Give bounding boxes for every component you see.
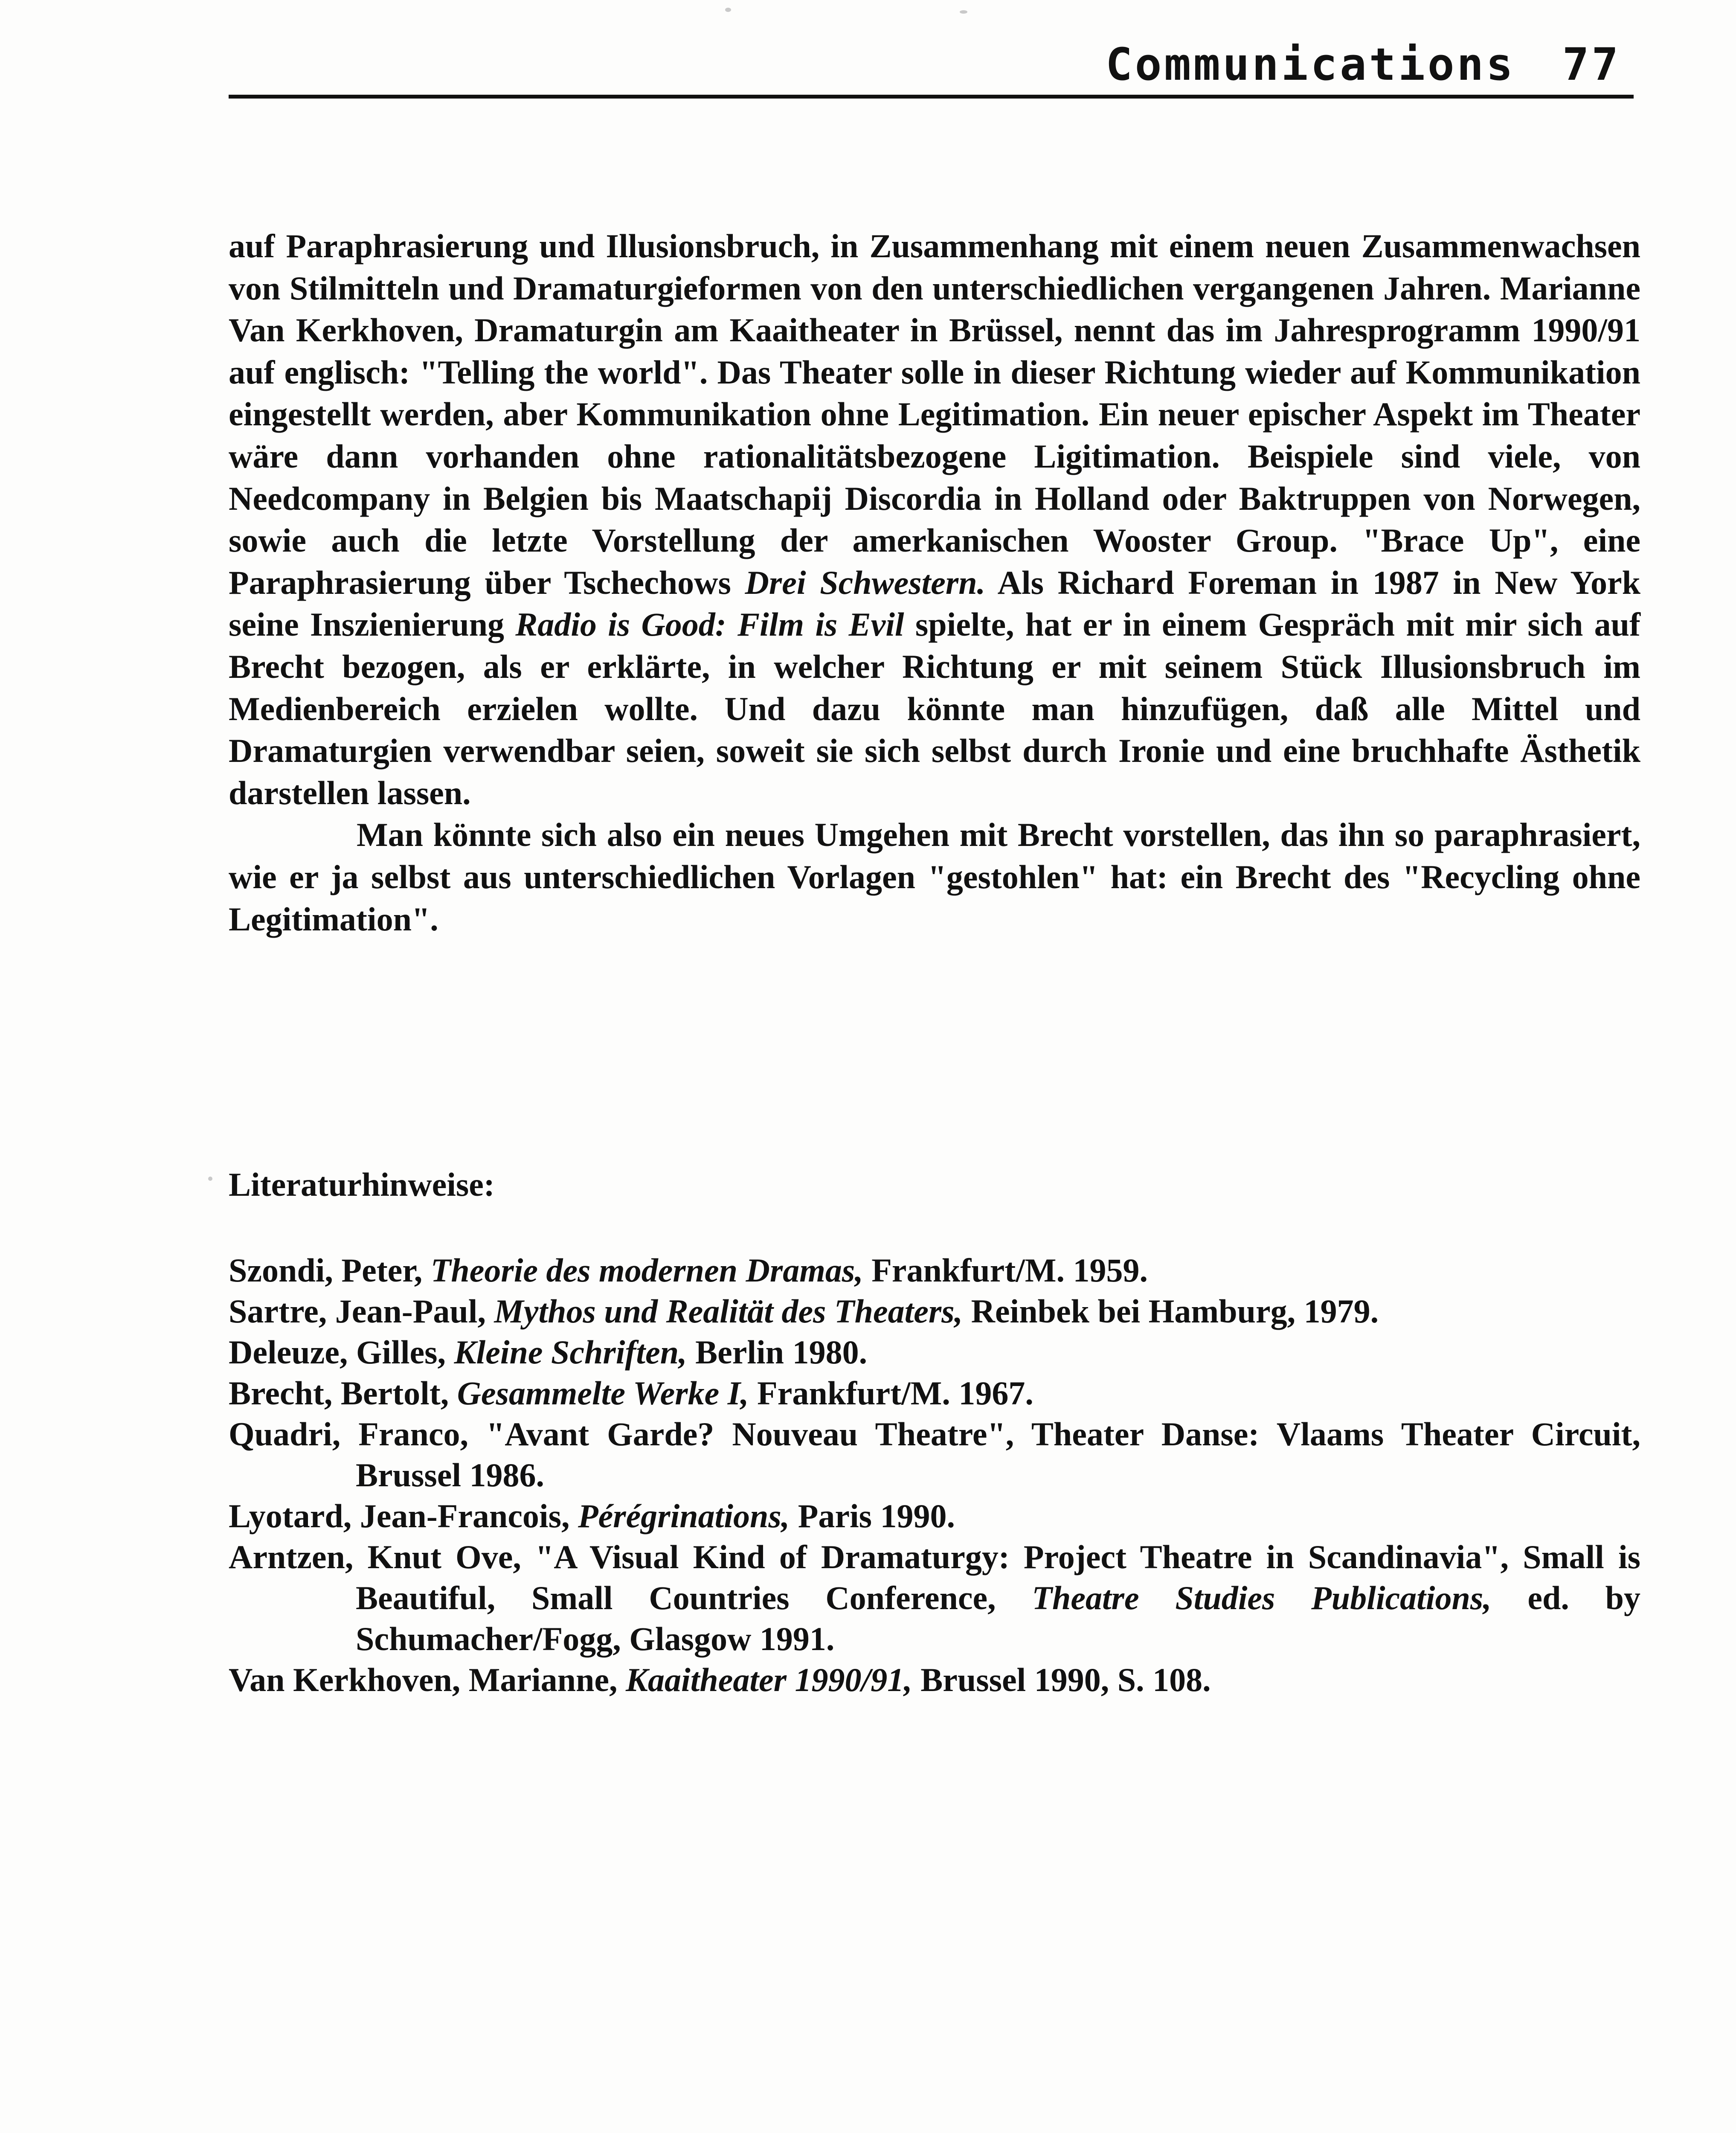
reference-text: Lyotard, Jean-Francois, [229,1497,578,1534]
reference-item [229,1659,1640,1700]
body-paragraph-2: Man könnte sich also ein neues Umgehen mit Brecht vorstellen, das ihn so paraphrasiert, wie er ja selbst aus unterschiedlichen Vorlagen "gestohlen" hat: ein Brecht des "Recycling ohne Legitimation". [229,816,1640,938]
reference-item [229,1291,1640,1332]
reference-item [229,1537,1640,1659]
scan-speck [208,1177,212,1181]
reference-text: Brecht, Bertolt, [229,1375,457,1412]
running-head-text [1106,38,1621,90]
reference-text: ed. by Schumacher/Fogg, Glasgow 1991. [356,1579,1640,1657]
reference-text: Paris 1990. [790,1497,955,1534]
references-list [229,1250,1640,1700]
paragraph-1-text-b: Als Richard Foreman in 1987 in New York seine Inszienierung [229,564,1640,643]
reference-text: Deleuze, Gilles, [229,1334,454,1371]
italic-title-radio-is-good: Radio is Good: Film is Evil [515,606,904,643]
reference-item [229,1496,1640,1537]
page-number: 77 [1562,38,1621,90]
reference-title: Theatre Studies Publications, [1032,1579,1492,1616]
reference-item [229,1414,1640,1496]
scan-speck [725,8,731,12]
reference-title: Kleine Schriften, [454,1334,687,1371]
running-head-title: Communications [1106,38,1515,90]
reference-title: Pérégrinations, [578,1497,790,1534]
references-heading: Literaturhinweise: [229,1166,495,1203]
reference-item [229,1332,1640,1373]
header-rule [229,95,1634,99]
paragraph-1-text-c: spielte, hat er in einem Gespräch mit mir sich auf Brecht bezogen, als er erklärte, in welcher Richtung er mit seinem Stück Illusionsbruch im Medienbereich erzielen wollte. Und dazu könnte man hinzufügen, daß alle Mittel und Dramaturgien verwendbar seien, soweit sie sich selbst durch Ironie und eine bruchhafte Ästhetik darstellen lassen. [229,606,1641,811]
reference-text: Frankfurt/M. 1967. [749,1375,1033,1412]
reference-text: Quadri, Franco, "Avant Garde? Nouveau Theatre", Theater Danse: Vlaams Theater Circuit, Brussel 1986. [229,1415,1640,1494]
body-paragraph-1 [229,225,1640,814]
reference-text: Arntzen, Knut Ove, "A Visual Kind of Dramaturgy: Project Theatre in Scandinavia", Small is Beautiful, Small Countries Conference, [229,1538,1640,1616]
reference-text: Szondi, Peter, [229,1252,431,1289]
reference-text: Berlin 1980. [687,1334,868,1371]
running-head [229,38,1634,94]
scan-speck [960,10,967,14]
paragraph-1-text-a: auf Paraphrasierung und Illusionsbruch, in Zusammenhang mit einem neuen Zusammenwachsen von Stilmitteln und Dramaturgieformen von den unterschiedlichen vergangenen Jahren. Marianne Van Kerkhoven, Dramaturgin am Kaaitheater in Brüssel, nennt das im Jahresprogramm 1990/91 auf englisch: "Telling the world". Das Theater solle in dieser Richtung wieder auf Kommunikation eingestellt werden, aber Kommunikation ohne Legitimation. Ein neuer epischer Aspekt im Theater wäre dann vorhanden ohne rationalitätsbezogene Ligitimation. Beispiele sind viele, von Needcompany in Belgien bis Maatschapij Discordia in Holland oder Baktruppen von Norwegen, sowie auch die letzte Vorstellung der amerkanischen Wooster Group. "Brace Up", eine Paraphrasierung über Tschechows [229,227,1640,601]
reference-item [229,1373,1640,1414]
reference-text: Sartre, Jean-Paul, [229,1293,494,1330]
reference-text: Frankfurt/M. 1959. [863,1252,1148,1289]
italic-title-drei-schwestern: Drei Schwestern. [745,564,986,601]
body-text [229,225,1640,940]
reference-title: Theorie des modernen Dramas, [430,1252,863,1289]
reference-text: Brussel 1990, S. 108. [912,1661,1211,1698]
reference-text: Van Kerkhoven, Marianne, [229,1661,626,1698]
reference-title: Kaaitheater 1990/91, [626,1661,912,1698]
reference-title: Gesammelte Werke I, [457,1375,749,1412]
reference-text: Reinbek bei Hamburg, 1979. [963,1293,1379,1330]
reference-title: Mythos und Realität des Theaters, [494,1293,963,1330]
reference-item [229,1250,1640,1291]
